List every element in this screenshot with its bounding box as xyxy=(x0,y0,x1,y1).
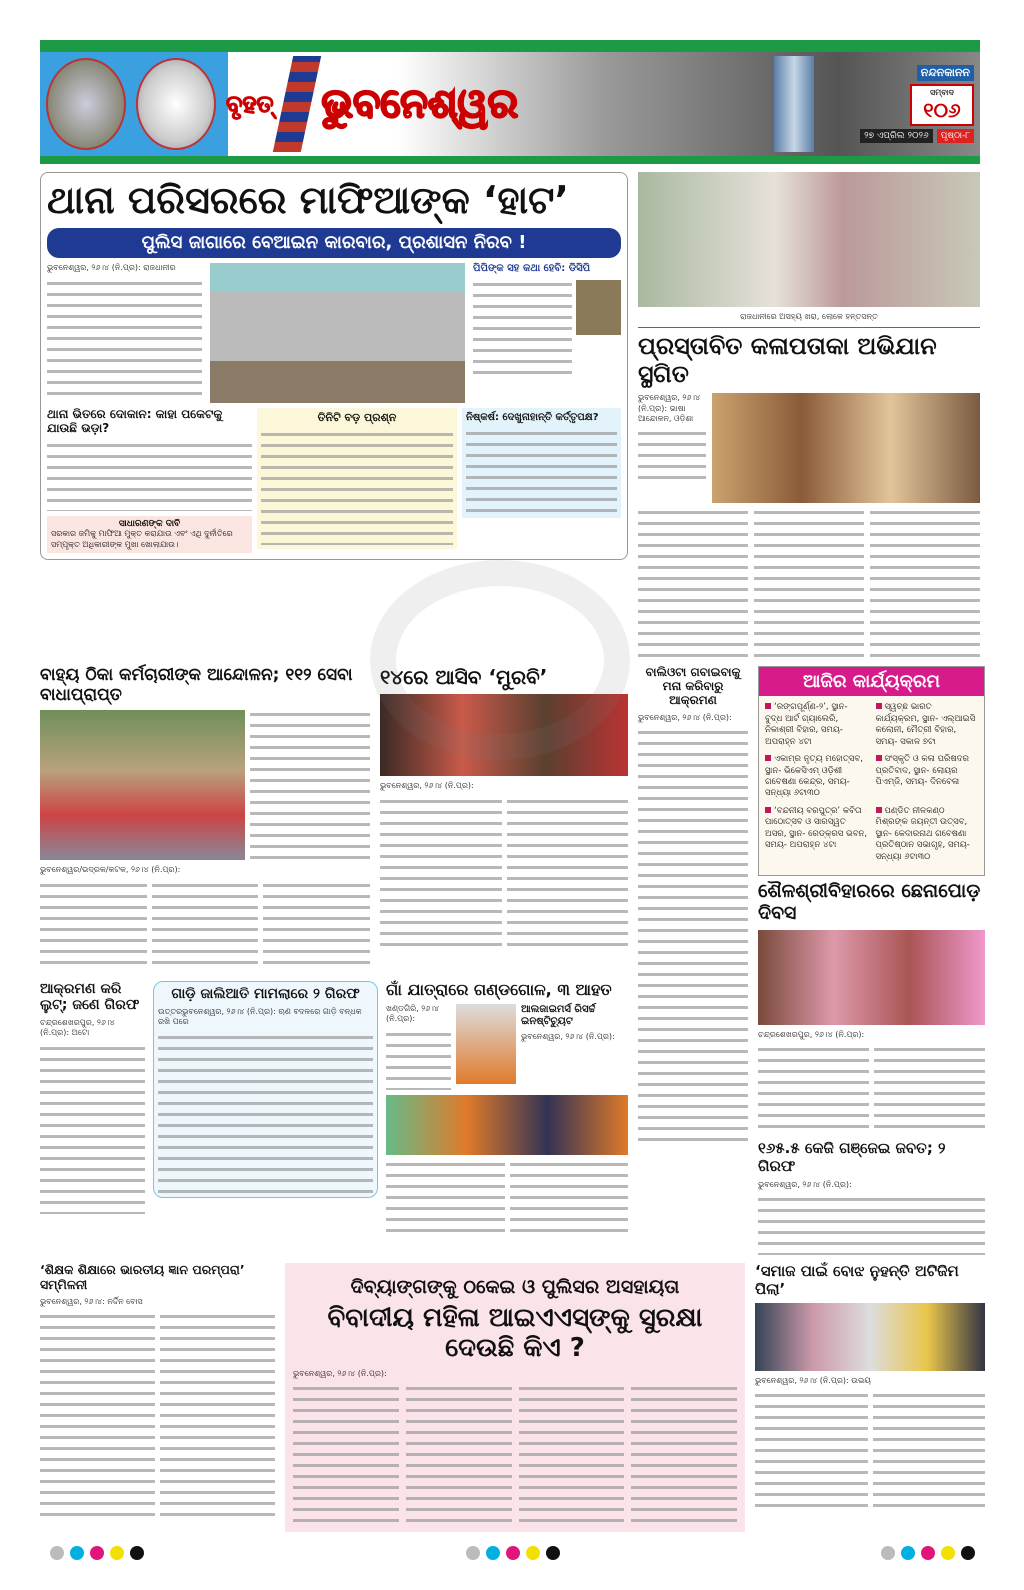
photo-caption: ରାଜଧାନୀରେ ଅସହ୍ୟ ଖରା, ଲୋକେ ହନ୍ତସନ୍ତ xyxy=(740,312,878,321)
heatwave-photo xyxy=(638,172,980,307)
body-text xyxy=(263,881,370,971)
section-small-title: ବୃହତ୍ xyxy=(226,90,274,118)
textile-decoration xyxy=(273,56,321,152)
stupa-image xyxy=(136,58,216,150)
body-text xyxy=(160,1312,275,1522)
lead-subhead: ପୁଲିସ ଜାଗାରେ ବେଆଇନ କାରବାର, ପ୍ରଶାସନ ନିରବ ! xyxy=(47,228,621,259)
body-text xyxy=(638,508,748,658)
chhenapoda-photo xyxy=(758,930,985,1025)
body-text xyxy=(386,1160,505,1240)
section-title: ଭୁବନେଶ୍ୱର xyxy=(321,81,519,127)
box3 xyxy=(462,408,621,518)
body-text xyxy=(40,881,147,971)
registration-mark xyxy=(506,1546,520,1560)
alzheimer-headline: ଆଲଜାଇମର୍ସ ରିସର୍ଚ୍ଚ ଇନଷ୍ଟିଚ୍ୟୁଟ xyxy=(521,1004,596,1027)
registration-mark xyxy=(901,1546,915,1560)
body-text xyxy=(758,1045,869,1135)
dateline: ଭୁବନେଶ୍ୱର, ୨୬।୪ (ନି.ପ୍ର): ଉଭୟ xyxy=(755,1375,871,1385)
dateline: ଚନ୍ଦ୍ରଶେଖରପୁର, ୨୬।୪ (ନି.ପ୍ର): ଅଟୋ xyxy=(40,1017,115,1038)
building-image xyxy=(774,56,814,152)
program-item: ସଂସ୍କୃତି ଓ କଳା ପରିଷଦର ପ୍ରତିବାଦ, ସ୍ଥାନ- ଲୋୟର ପିଏମ୍ଜି, ସମୟ- ଦିନବେଳା xyxy=(875,754,969,787)
officer-photo xyxy=(576,280,621,335)
registration-mark xyxy=(546,1546,560,1560)
injured-photo-1 xyxy=(456,1004,516,1084)
lead-story xyxy=(40,172,628,560)
dateline: ଖଣ୍ଡଗିରି, ୨୬।୪ (ନି.ପ୍ର): xyxy=(386,1004,439,1024)
right-top-column xyxy=(638,172,980,658)
loot-headline: ଆକ୍ରମଣ କରି ଲୁଟ୍; ଜଣେ ଗିରଫ xyxy=(40,980,140,1013)
program-item: ପଣ୍ଡିତ ନୀଳକଣ୍ଠ ମିଶ୍ରଙ୍କ ଜୟନ୍ତୀ ଉତ୍ସବ, ସ୍ଥାନ- କେଦାରନାଥ ଗବେଷଣା ପ୍ରତିଷ୍ଠାନ ସଭାଗୃହ, ସମୟ- ସନ୍ଧ୍ୟା ୬ଟା୩୦ xyxy=(875,805,970,862)
body-text xyxy=(466,429,617,514)
dateline: ଭୁବନେଶ୍ୱର, ୨୬।୪ (ନି.ପ୍ର): xyxy=(521,1032,615,1042)
program-title: ଆଜିର କାର୍ଯ୍ୟକ୍ରମ xyxy=(759,667,984,696)
protest-photo xyxy=(40,710,245,860)
chhenapoda-headline: ଶୈଳଶ୍ରୀବିହାରରେ ଛେନାପୋଡ଼ ଦିବସ xyxy=(758,880,981,925)
lead-headline: ଥାନା ପରିସରରେ ମାଫିଆଙ୍କ ‘ହାଟ’ xyxy=(47,178,569,222)
assault-headline: ବାଲିଓଟା ଗବାଇବାକୁ ମନା କରିବାରୁ ଆକ୍ରମଣ xyxy=(645,665,741,707)
registration-mark xyxy=(526,1546,540,1560)
box2 xyxy=(257,408,457,549)
body-text xyxy=(519,1384,625,1524)
body-text xyxy=(152,881,259,971)
dateline: ଭୁବନେଶ୍ୱର, ୨୬।୪ (ନି.ପ୍ର): xyxy=(380,781,474,791)
program-item: ‘ରଙ୍ଗପୂର୍ଣ୍ଣ-୨’, ସ୍ଥାନ- ବୁଦ୍ଧ ଆର୍ଟ ଗ୍ୟାଲେରି, ନିକାଶ୍ରୀ ବିହାର, ସମୟ- ଅପରାହ୍ନ ୪ଟା xyxy=(765,702,848,747)
loot-story xyxy=(40,981,145,1214)
side-title: ପିପିଙ୍କ ସହ କଥା ହେବି: ଡିସିପି xyxy=(473,263,591,275)
body-text xyxy=(638,429,706,479)
murabi-headline: ୧୪ରେ ଆସିବ ‘ମୁରବି’ xyxy=(380,665,548,690)
program-box xyxy=(758,666,985,876)
autism-story xyxy=(755,1263,985,1511)
registration-mark xyxy=(70,1546,84,1560)
box4-text: ସରକାର ଜମିକୁ ମାଫିଆ ମୁକ୍ତ କରାଯାଉ ଏବଂ ଏଥି ଦୁର୍ନୀତିରେ ସମ୍ପୃକ୍ତ ଅଧିକାରୀଙ୍କ ମୁଖା ଖୋଲାଯାଉ। xyxy=(51,529,233,549)
assault-story xyxy=(638,666,748,1148)
dateline: ଭୁବନେଶ୍ୱର, ୨୬।୪: ନର୍ଦ୍ଦିନ ବୋସ xyxy=(40,1297,143,1306)
dateline: ଭୁବନେଶ୍ୱର, ୨୬।୪ (ନି.ପ୍ର): ରାଜଧାନୀର xyxy=(47,263,176,273)
film-photo xyxy=(380,694,628,776)
registration-mark xyxy=(90,1546,104,1560)
box1-title: ଥାନା ଭିତରେ ଦୋକାନ: କାହା ପକେଟକୁ ଯାଉଛି ଭଡ଼ା? xyxy=(47,407,223,435)
ganja-headline: ୧୬୫.୫ କେଜି ଗଞ୍ଜେଇ ଜବତ; ୨ ଗିରଫ xyxy=(758,1139,946,1175)
anniversary-badge xyxy=(910,84,974,126)
registration-marks xyxy=(40,1546,985,1560)
right-mid-column xyxy=(758,666,985,1255)
program-item: ଏକାମ୍ର ନୃତ୍ୟ ମହୋତ୍ସବ, ସ୍ଥାନ- ଭିକେସିଏମ୍ ଓଡ଼ିଶୀ ଗବେଷଣା କେନ୍ଦ୍ର, ସମୟ- ସନ୍ଧ୍ୟା ୬ଟା୩୦ xyxy=(765,754,863,799)
program-list xyxy=(759,696,984,875)
body-text xyxy=(250,710,370,860)
registration-mark xyxy=(941,1546,955,1560)
dateline: ଭୁବନେଶ୍ୱର, ୨୬।୪ (ନି.ପ୍ର): xyxy=(293,1368,387,1378)
body-text xyxy=(754,508,864,658)
autism-headline: ‘ସମାଜ ପାଇଁ ବୋଝ ନୁହନ୍ତି ଅଟିଜିମ ପିଲା’ xyxy=(755,1262,959,1298)
anniversary-label: ସମ୍ବାଦ xyxy=(930,88,954,97)
newspaper-page xyxy=(40,40,985,1590)
injured-photo-2 xyxy=(386,1095,628,1155)
issue-date: ୨୭ ଏପ୍ରିଲ ୨୦୨୬ xyxy=(860,129,933,143)
vehicle-fraud-box xyxy=(153,981,378,1198)
autism-photo xyxy=(755,1303,985,1371)
registration-mark xyxy=(110,1546,124,1560)
dateline: ଭୁବନେଶ୍ୱର, ୨୬।୪ (ନି.ପ୍ର): xyxy=(638,712,732,722)
registration-mark xyxy=(961,1546,975,1560)
dateline: ଭୁବନେଶ୍ୱର/ଭଦ୍ରକ/କଟକ, ୨୬।୪ (ନି.ପ୍ର): xyxy=(40,865,181,875)
contract-workers-headline: ବାହ୍ୟ ଠିକା କର୍ମଚାରୀଙ୍କ ଆନ୍ଦୋଳନ; ୧୧୨ ସେବା ବାଧାପ୍ରାପ୍ତ xyxy=(40,665,353,705)
masthead xyxy=(40,40,980,164)
registration-mark xyxy=(486,1546,500,1560)
body-text xyxy=(386,1030,451,1090)
body-text xyxy=(40,1044,145,1214)
body-text xyxy=(758,1195,985,1255)
dateline: ଉତ୍ତରଭୁବନେଶ୍ୱର, ୨୬।୪ (ନି.ପ୍ର): ଋଣ ବଦଳରେ ଗାଡ଼ି ବନ୍ଧକ ରଖି ପରେ xyxy=(158,1006,362,1027)
feature-kicker: ଦିବ୍ୟାଙ୍ଗଙ୍କୁ ଠକେଇ ଓ ପୁଲିସର ଅସହାୟତା xyxy=(350,1276,680,1299)
body-text xyxy=(507,797,629,947)
box4 xyxy=(47,516,252,553)
murabi-story xyxy=(380,666,628,946)
contract-workers-story xyxy=(40,666,370,970)
divider xyxy=(638,327,980,328)
teacher-education-story xyxy=(40,1263,275,1522)
body-text xyxy=(293,1384,399,1524)
body-text xyxy=(40,1312,155,1522)
feature-headline: ବିବାଦୀୟ ମହିଳା ଆଇଏଏସ୍‌ଙ୍କୁ ସୁରକ୍ଷା ଦେଉଛି କିଏ ? xyxy=(327,1303,703,1363)
body-text xyxy=(158,1033,373,1193)
body-text xyxy=(638,728,748,1148)
registration-mark xyxy=(881,1546,895,1560)
village-fair-story xyxy=(386,981,628,1240)
body-text xyxy=(510,1160,629,1240)
box4-title: ସାଧାରଣଙ୍କ ଦାବି xyxy=(118,518,181,529)
body-text xyxy=(874,1045,985,1135)
flag-headline: ପ୍ରସ୍ତାବିତ କଳାପତାକା ଅଭିଯାନ ସ୍ଥଗିତ xyxy=(638,332,937,388)
dateline: ଭୁବନେଶ୍ୱର, ୨୬।୪ (ନି.ପ୍ର): xyxy=(758,1179,852,1189)
box3-title: ନିଷ୍କର୍ଷ: ଦେଖୁନାହାନ୍ତି କର୍ତ୍ତୃପକ୍ଷ? xyxy=(466,412,599,424)
body-text xyxy=(47,441,252,511)
zoo-label: ନନ୍ଦନକାନନ xyxy=(917,65,974,81)
box2-title: ତିନିଟି ବଡ଼ ପ୍ରଶ୍ନ xyxy=(317,411,397,425)
body-text xyxy=(380,797,502,947)
masthead-right xyxy=(824,65,974,143)
village-fair-headline: ଗାଁ ଯାତ୍ରାରେ ଗଣ୍ଡଗୋଳ, ୩ ଆହତ xyxy=(386,979,612,999)
anniversary-number: ୧୦୬ xyxy=(923,98,961,122)
dateline: ଚନ୍ଦ୍ରଶେଖରପୁର, ୨୬।୪ (ନି.ପ୍ର): xyxy=(758,1029,865,1039)
registration-mark xyxy=(921,1546,935,1560)
body-text xyxy=(631,1384,737,1524)
program-item: ‘ବନ୍ଦନୀୟ ବରପୁତ୍ର’ କବିତା ପାଠୋତ୍ସବ ଓ ସାରସ୍ୱତ ଅସର, ସ୍ଥାନ- ରେଡ୍‌କ୍ରସ ଭବନ, ସମୟ- ଅପରାହ୍ନ ୪ଟା xyxy=(765,805,868,851)
page-number: ପୃଷ୍ଠା-୮ xyxy=(937,129,974,143)
body-text xyxy=(870,508,980,658)
body-text xyxy=(473,280,572,380)
body-text xyxy=(47,279,202,399)
body-text xyxy=(873,1391,986,1511)
registration-mark xyxy=(466,1546,480,1560)
body-text xyxy=(261,430,453,545)
feature-box xyxy=(285,1263,745,1532)
dateline: ଭୁବନେଶ୍ୱର, ୨୬।୪ (ନି.ପ୍ର): ଭାଷା ଆନ୍ଦୋଳନ, ଓଡ଼ିଶା xyxy=(638,393,701,423)
shop-photo xyxy=(210,263,465,403)
vehicle-fraud-headline: ଗାଡ଼ି ଜାଲିଆତି ମାମଲାରେ ୨ ଗିରଫ xyxy=(171,985,360,1002)
registration-mark xyxy=(50,1546,64,1560)
body-text xyxy=(755,1391,868,1511)
registration-mark xyxy=(130,1546,144,1560)
body-text xyxy=(406,1384,512,1524)
teacher-education-headline: ‘ଶିକ୍ଷକ ଶିକ୍ଷାରେ ଭାରତୀୟ ଜ୍ଞାନ ପରମ୍ପରା’ ସମ୍ମିଳନୀ xyxy=(40,1262,245,1292)
temple-image xyxy=(46,58,126,150)
meeting-photo xyxy=(712,393,980,503)
program-item: ସ୍ୱଚ୍ଛ ଭାରତ କାର୍ଯ୍ୟକ୍ରମ, ସ୍ଥାନ- ଏଲ୍ଆଇସି କଲୋନୀ, ମୈତ୍ରୀ ବିହାର, ସମୟ- ସକାଳ ୭ଟା xyxy=(875,702,976,747)
